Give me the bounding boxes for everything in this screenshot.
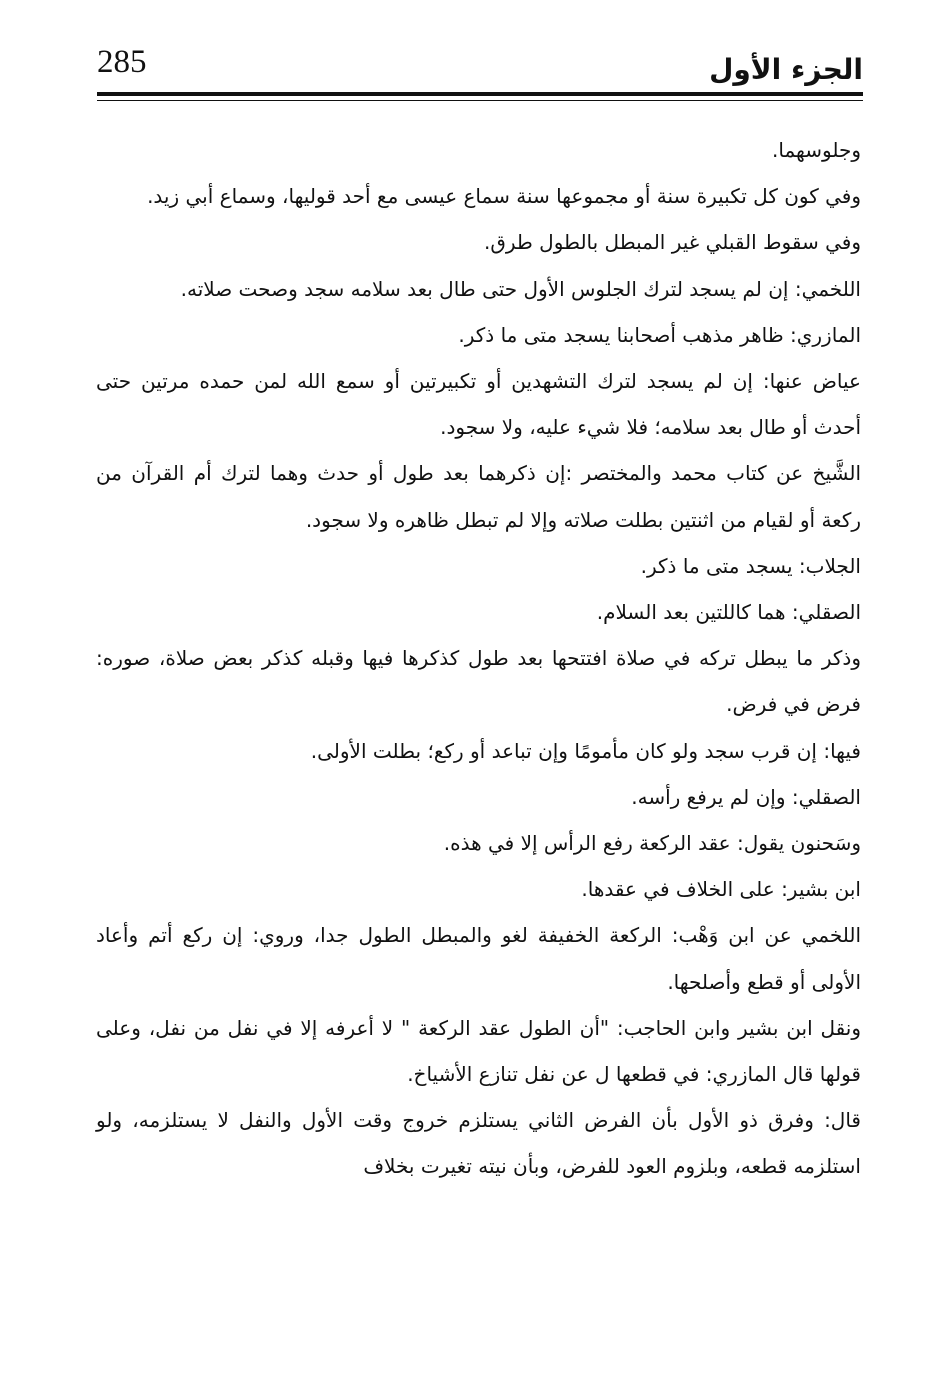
paragraph: ابن بشير: على الخلاف في عقدها. [581,877,861,902]
paragraph: الصقلي: وإن لم يرفع رأسه. [631,784,861,809]
paragraph: المازري: ظاهر مذهب أصحابنا يسجد متى ما ذكر. [458,322,861,347]
paragraph: اللخمي: إن لم يسجد لترك الجلوس الأول حتى طال بعد سلامه سجد وصحت صلاته. [180,276,861,301]
paragraph: وجلوسهما. [772,138,861,162]
paragraph: الشَّيخ عن كتاب محمد والمختصر :إن ذكرهما بعد طول أو حدث وهما لترك أم القرآن من ركعة أو لقيام من اثنتين بطلت صلاته وإلا لم تبطل ظاهره ولا سجود. [96,461,861,532]
paragraph: الجلاب: يسجد متى ما ذكر. [640,553,861,578]
page-number: 285 [97,44,147,80]
paragraph: الصقلي: هما كاللتين بعد السلام. [596,600,861,625]
running-header-title: الجزء الأول [709,53,863,86]
paragraph: عياض عنها: إن لم يسجد لترك التشهدين أو تكبيرتين أو سمع الله لمن حمده مرتين حتى أحدث أو طال بعد سلامه؛ فلا شيء عليه، ولا سجود. [96,369,861,440]
paragraph: وذكر ما يبطل تركه في صلاة افتتحها بعد طول كذكرها فيها وقبله كذكر بعض صلاة، صوره: فرض في فرض. [96,646,861,717]
body-text [96,127,861,1190]
paragraph: اللخمي عن ابن وَهْب: الركعة الخفيفة لغو والمبطل الطول جدا، وروي: إن ركع أتم وأعاد الأولى أو قطع وأصلحها. [96,923,861,994]
paragraph: وسَحنون يقول: عقد الركعة رفع الرأس إلا في هذه. [443,831,861,856]
paragraph: قال: وفرق ذو الأول بأن الفرض الثاني يستلزم خروج وقت الأول والنفل لا يستلزمه، ولو استلزمه قطعه، وبلزوم العود للفرض، وبأن نيته تغيرت بخلاف [96,1108,861,1179]
paragraph: وفي سقوط القبلي غير المبطل بالطول طرق. [483,230,861,255]
paragraph: وفي كون كل تكبيرة سنة أو مجموعها سنة سماع عيسى مع أحد قوليها، وسماع أبي زيد. [147,184,861,209]
paragraph: ونقل ابن بشير وابن الحاجب: "أن الطول عقد الركعة " لا أعرفه إلا في نفل من نفل، وعلى قولها قال المازري: في قطعها ل عن نفل تنازع الأشياخ. [96,1015,861,1087]
header-rule-thin [97,100,863,101]
paragraph: فيها: إن قرب سجد ولو كان مأمومًا وإن تباعد أو ركع؛ بطلت الأولى. [310,738,861,763]
header-rule-thick [97,92,863,96]
